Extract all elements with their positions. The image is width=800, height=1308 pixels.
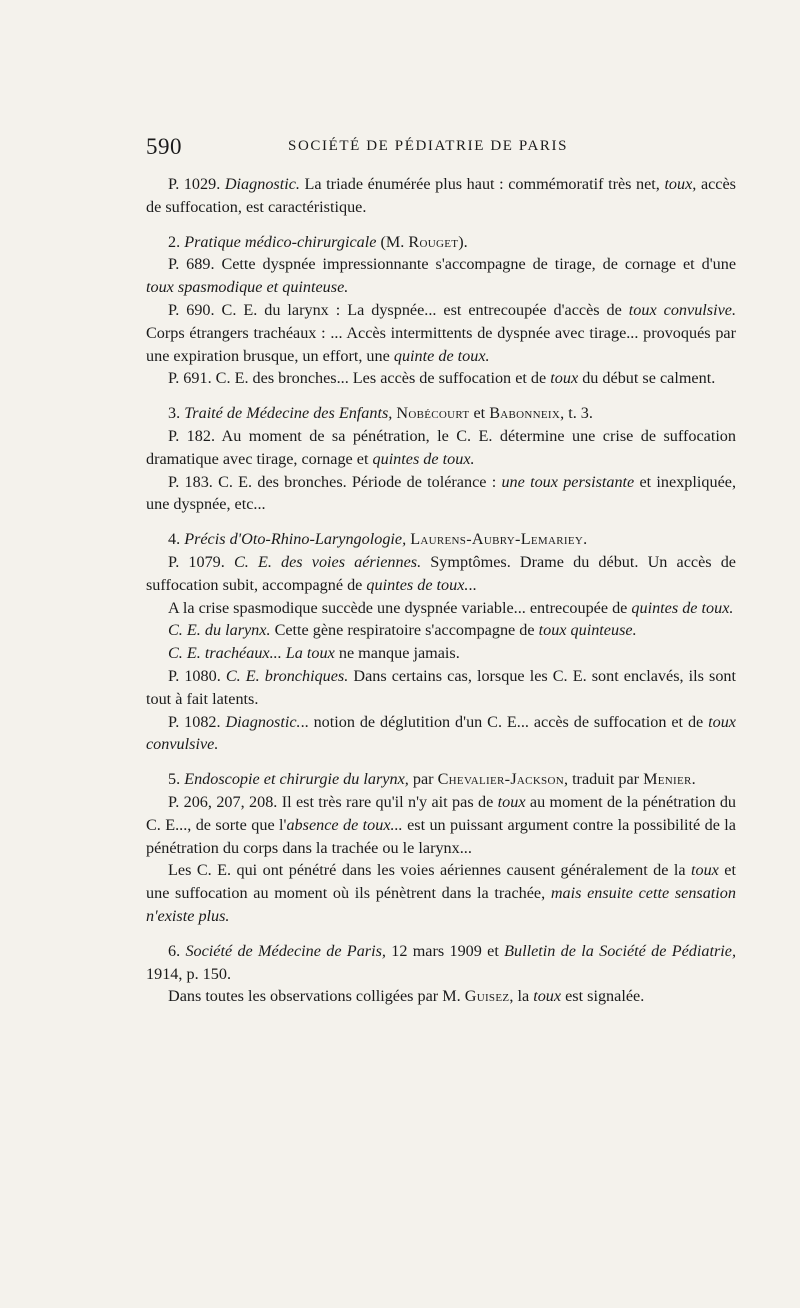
paragraph: P. 690. C. E. du larynx : La dyspnée... est entrecoupée d'accès de toux convulsive. Corps étrangers trachéaux : ... Accès intermittents de dyspnée avec tirage... provoqués par une expiration brusque, un effort, une quinte de toux. — [146, 300, 737, 365]
paragraph: P. 183. C. E. des bronches. Période de tolérance : une toux persistante et inexpliquée, une dyspnée, etc... — [146, 472, 736, 514]
paragraph: P. 691. C. E. des bronches... Les accès de suffocation et de toux du début se calment. — [168, 369, 716, 388]
page-body — [146, 173, 736, 1008]
paragraph: C. E. trachéaux... La toux ne manque jamais. — [168, 644, 460, 663]
paragraph: P. 1079. C. E. des voies aériennes. Symptômes. Drame du début. Un accès de suffocation subit, accompagné de quintes de toux... — [146, 552, 736, 594]
paragraph: C. E. du larynx. Cette gène respiratoire s'accompagne de toux quinteuse. — [168, 621, 637, 640]
running-title: SOCIÉTÉ DE PÉDIATRIE DE PARIS — [288, 138, 569, 154]
reference-heading: 3. Traité de Médecine des Enfants, Nobécourt et Babonneix, t. 3. — [168, 404, 593, 423]
reference-heading: 2. Pratique médico-chirurgicale (M. Rouget). — [168, 232, 468, 251]
reference-heading: 6. Société de Médecine de Paris, 12 mars 1909 et Bulletin de la Société de Pédiatrie, 1914, p. 150. — [146, 941, 737, 983]
paragraph: Les C. E. qui ont pénétré dans les voies aériennes causent généralement de la toux et une suffocation au moment où ils pénètrent dans la trachée, mais ensuite cette sensation n'existe plus. — [146, 861, 736, 925]
page-header — [146, 134, 746, 166]
paragraph: P. 1082. Diagnostic... notion de déglutition d'un C. E... accès de suffocation et de toux convulsive. — [146, 712, 736, 754]
reference-heading: 5. Endoscopie et chirurgie du larynx, par Chevalier-Jackson, traduit par Menier. — [168, 770, 697, 789]
paragraph: P. 689. Cette dyspnée impressionnante s'accompagne de tirage, de cornage et d'une toux spasmodique et quinteuse. — [146, 255, 736, 297]
paragraph: A la crise spasmodique succède une dyspnée variable... entrecoupée de quintes de toux. — [168, 598, 734, 617]
paragraph: P. 182. Au moment de sa pénétration, le C. E. détermine une crise de suffocation dramatique avec tirage, cornage et quintes de toux. — [146, 426, 736, 468]
page-number: 590 — [146, 134, 182, 159]
paragraph: P. 206, 207, 208. Il est très rare qu'il n'y ait pas de toux au moment de la pénétration du C. E..., de sorte que l'absence de toux... est un puissant argument contre la possibilité de la pénétration du corps dans la trachée ou le larynx... — [146, 792, 737, 857]
paragraph: P. 1029. Diagnostic. La triade énumérée plus haut : commémoratif très net, toux, accès de suffocation, est caractéristique. — [146, 175, 736, 216]
reference-heading: 4. Précis d'Oto-Rhino-Laryngologie, Laurens-Aubry-Lemariey. — [168, 530, 588, 549]
paragraph: Dans toutes les observations colligées par M. Guisez, la toux est signalée. — [168, 987, 645, 1006]
paragraph: P. 1080. C. E. bronchiques. Dans certains cas, lorsque les C. E. sont enclavés, ils sont tout à fait latents. — [146, 666, 737, 708]
